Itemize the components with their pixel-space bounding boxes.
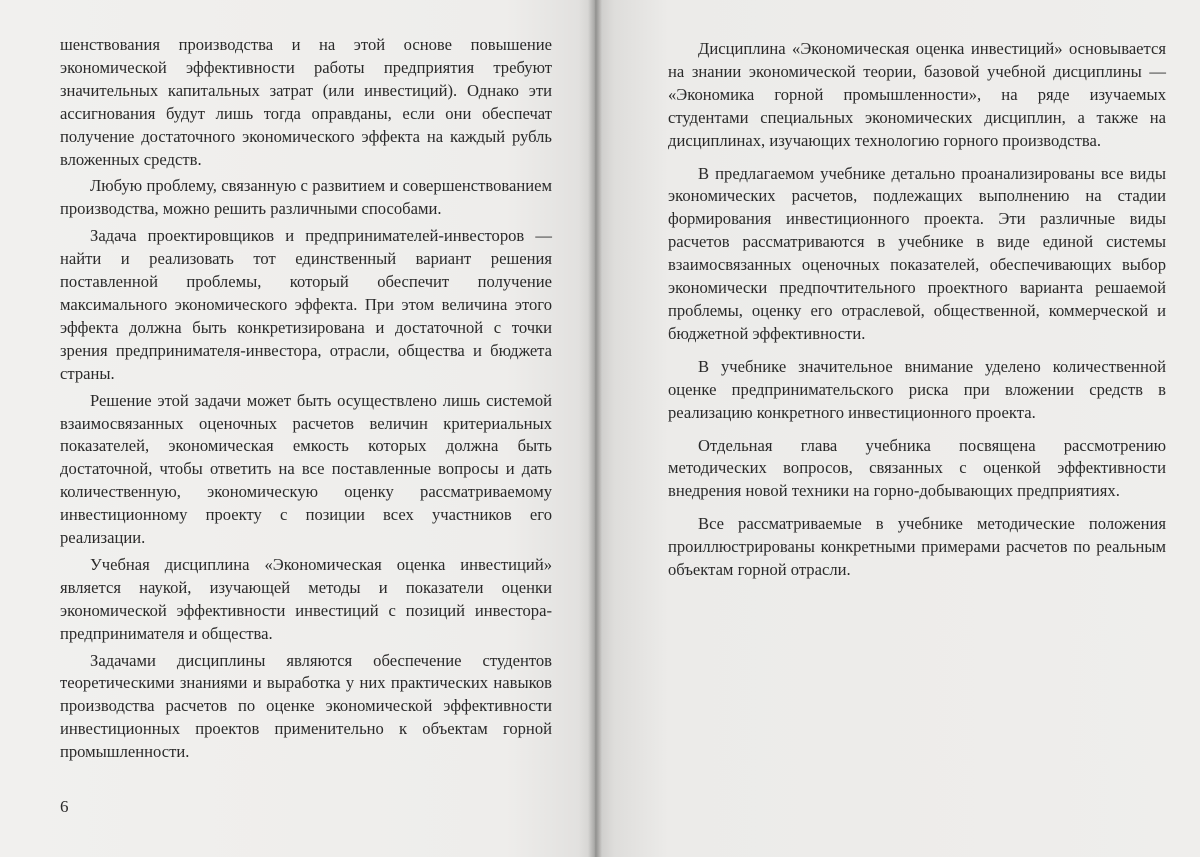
right-page-text: [668, 38, 1166, 592]
paragraph: Дисциплина «Экономическая оценка инвестиций» основывается на знании экономической теории, базовой учебной дисциплины — «Экономика горной промышленности», на ряде изучаемых студентами специальных экономических дисциплин, а также на дисциплинах, изучающих технологию горного производства.: [668, 39, 1166, 150]
paragraph: Отдельная глава учебника посвящена рассмотрению методических вопросов, связанных с оценкой эффективности внедрения новой техники на горно-добывающих предприятиях.: [668, 435, 1166, 501]
left-page: [0, 0, 596, 857]
book-gutter: [588, 0, 602, 857]
paragraph: Решение этой задачи может быть осуществлено лишь системой взаимосвязанных оценочных расчетов величин критериальных показателей, экономическая емкость которых должна быть достаточной, чтобы ответить на все поставленные вопросы и дать количественную, экономическую оценку рассматриваемому инвестиционному проекту с позиции всех участников его реализации.: [60, 390, 552, 548]
paragraph: Задача проектировщиков и предпринимателей-инвесторов — найти и реализовать тот единственный вариант решения поставленной проблемы, который обеспечит получение максимального экономического эффекта. При этом величина этого эффекта должна быть конкретизирована и достаточной с точки зрения предпринимателя-инвестора, отрасли, общества и бюджета страны.: [60, 226, 552, 383]
left-page-text: [60, 34, 552, 768]
paragraph: В предлагаемом учебнике детально проанализированы все виды экономических расчетов, подлежащих выполнению на стадии формирования инвестиционного проекта. Эти различные виды расчетов рассматриваются в учебнике в виде единой системы взаимосвязанных оценочных показателей, обеспечивающих выбор экономически предпочтительного проектного варианта решаемой проблемы, оценку его отраслевой, общественной, коммерческой и бюджетной эффективности.: [668, 163, 1166, 343]
paragraph: Учебная дисциплина «Экономическая оценка инвестиций» является наукой, изучающей методы и показатели оценки экономической эффективности инвестиций с позиций инвестора-предпринимателя и общества.: [60, 554, 552, 643]
paragraph: Любую проблему, связанную с развитием и совершенствованием производства, можно решить различными способами.: [60, 176, 552, 219]
paragraph: шенствования производства и на этой основе повышение экономической эффективности работы предприятия требуют значительных капитальных затрат (или инвестиций). Однако эти ассигнования будут лишь тогда оправданы, если они обеспечат получение достаточного экономического эффекта на каждый рубль вложенных средств.: [60, 35, 552, 169]
paragraph: Все рассматриваемые в учебнике методические положения проиллюстрированы конкретными примерами расчетов по реальным объектам горной отрасли.: [668, 514, 1166, 580]
page-number: 6: [60, 797, 69, 816]
paragraph: В учебнике значительное внимание уделено количественной оценке предпринимательского риска при вложении средств в реализацию конкретного инвестиционного проекта.: [668, 356, 1166, 422]
paragraph: Задачами дисциплины являются обеспечение студентов теоретическими знаниями и выработка у них практических навыков производства расчетов по оценке экономической эффективности инвестиционных проектов применительно к объектам горной промышленности.: [60, 650, 552, 762]
